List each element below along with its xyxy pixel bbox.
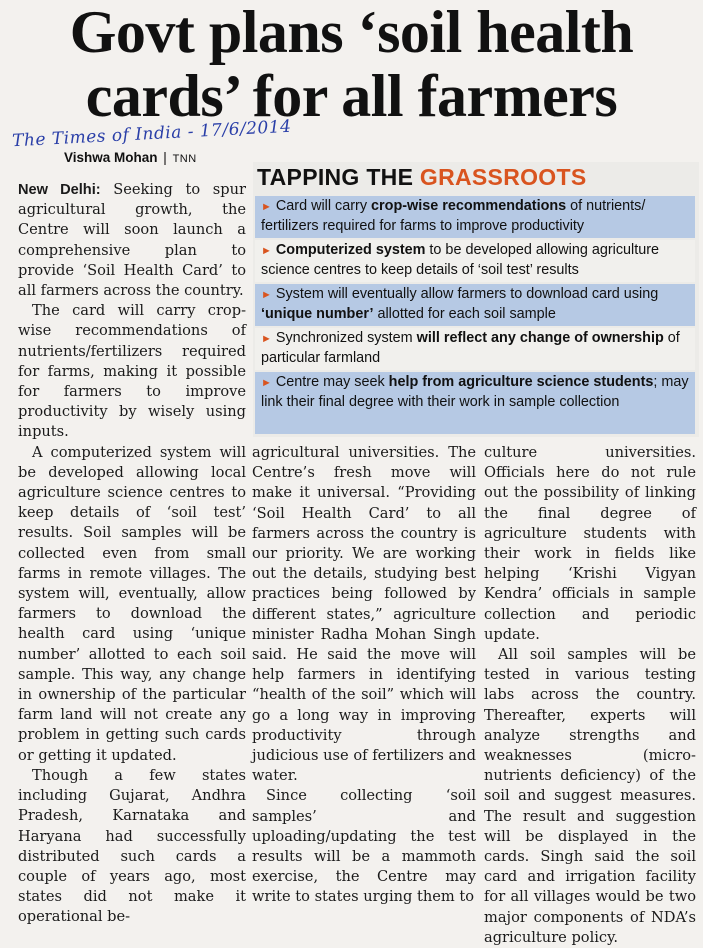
sidebar-item-text: System will eventually allow farmers to download card using [275, 286, 659, 302]
sidebar-item-text: to be developed allowing agriculture science centres to keep details of ‘soil test’ results [261, 242, 660, 278]
sidebar-item [255, 328, 695, 370]
headline-line-2: cards’ for all farmers [85, 63, 618, 129]
sidebar-item-text: ; may link their final degree with their work in sample collection [261, 374, 689, 410]
sidebar-item-text: Synchronized system [275, 330, 417, 346]
article-column-3 [484, 443, 696, 948]
article-paragraph: All soil samples will be tested in various testing labs across the country. Thereafter, experts will analyze strengths and weaknesses (micro-nutrients deficiency) of the soil and suggest measures. The result and suggestion will be displayed in the cards. Singh said the soil card and irrigation facility for all villages would be two major components of NDA’s agriculture policy. [484, 646, 696, 946]
sidebar-item [255, 284, 695, 326]
article-paragraph: agricultural universities. The Centre’s fresh move will make it universal. “Providing ‘Soil Health Card’ to all farmers across the country is our priority. We are working out the details, studying best practices being followed by different states,” agriculture minister Radha Mohan Singh said. He said the move will help farmers in identifying “health of the soil” which will go a long way in improving productivity through judicious use of fertilizers and water. [252, 444, 476, 785]
byline-separator: | [163, 150, 167, 165]
sidebar-item-bold: help from agriculture science students [388, 374, 654, 390]
arrow-icon: ► [261, 245, 272, 257]
arrow-icon: ► [261, 377, 272, 389]
article-paragraph: Since collecting ‘soil samples’ and uploading/updating the test results will be a mammoth exercise, the Centre may write to states urging them to [252, 787, 476, 906]
article-paragraph: A computerized system will be developed allowing local agriculture science centres to keep details of ‘soil test’ results. Soil samples will be collected even from small farms in remote villages. The system will, eventually, allow farmers to download the health card using ‘unique number’ allotted to each soil sample. This way, any change in ownership of the particular farm land will not create any problem in getting such cards or getting it updated. [18, 443, 246, 764]
article-paragraph: The card will carry crop-wise recommendations of nutrients/fertilizers required for farms, making it possible for farmers to improve productivity by wisely using inputs. [18, 302, 246, 441]
sidebar-title-part: TAPPING THE [257, 164, 420, 190]
sidebar-box [253, 162, 699, 437]
article-column-1 [18, 180, 246, 928]
sidebar-item [255, 372, 695, 434]
article-paragraph: Though a few states including Gujarat, Andhra Pradesh, Karnataka and Haryana had successfully distributed such cards a couple of years ago, most states did not make it operational be- [18, 766, 246, 926]
article-paragraph: culture universities. Officials here do not rule out the possibility of linking the final degree of agriculture students with their work in fields like helping ‘Krishi Vigyan Kendra’ officials in sample collection and periodic update. [484, 444, 696, 643]
byline-agency: TNN [172, 153, 197, 165]
sidebar-title-highlight: GRASSROOTS [419, 164, 587, 190]
sidebar-item-bold: ‘unique number’ [261, 306, 374, 322]
article-paragraph [18, 180, 246, 301]
sidebar-item-text: Centre may seek [275, 374, 389, 390]
paragraph-text: Seeking to spur agricultural growth, the Centre will soon launch a comprehensive plan to provide ‘Soil Health Card’ to all farmers across the country. [18, 181, 246, 300]
sidebar-item-text: of particular farmland [261, 330, 680, 366]
sidebar-item [255, 240, 695, 282]
article-column-2 [252, 443, 476, 908]
sidebar-item-text: of nutrients/ fertilizers required for farms to improve productivity [261, 198, 646, 234]
arrow-icon: ► [261, 289, 272, 301]
sidebar-item-bold: Computerized system [275, 242, 426, 258]
arrow-icon: ► [261, 333, 272, 345]
sidebar-title [257, 164, 586, 191]
sidebar-item-text: Card will carry [275, 198, 372, 214]
byline [64, 150, 197, 165]
dateline: New Delhi: [18, 182, 101, 198]
byline-author: Vishwa Mohan [64, 150, 158, 165]
headline-line-1: Govt plans ‘soil health [69, 0, 634, 65]
arrow-icon: ► [261, 201, 272, 213]
sidebar-item-bold: crop-wise recommendations [371, 198, 567, 214]
handwritten-source-note: The Times of India - 17/6/2014 [11, 116, 292, 152]
sidebar-item [255, 196, 695, 238]
sidebar-item-text: allotted for each soil sample [373, 306, 556, 322]
sidebar-item-bold: will reflect any change of ownership [416, 330, 664, 346]
